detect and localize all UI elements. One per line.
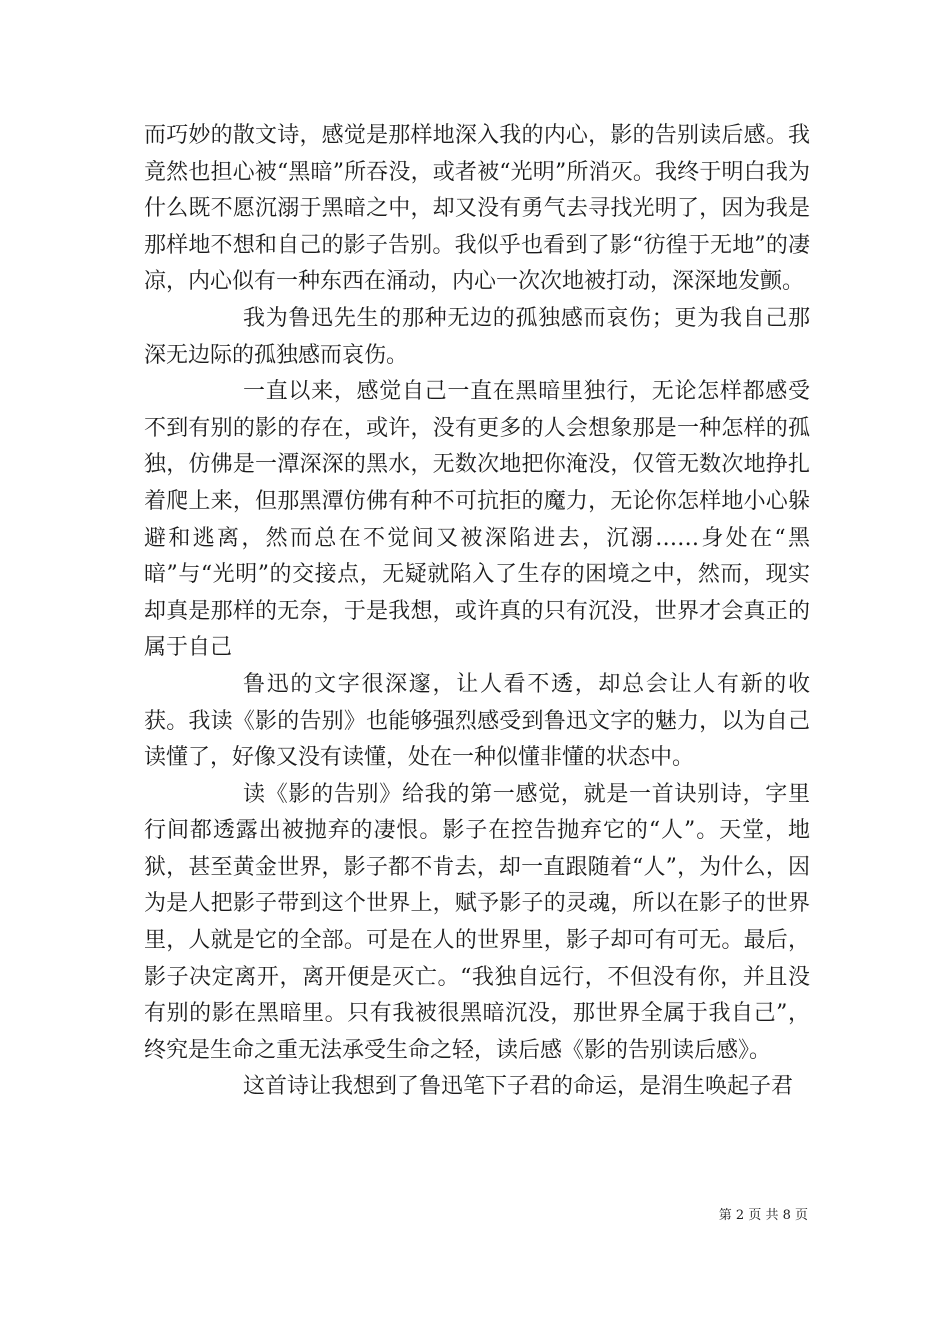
paragraph-2: 我为鲁迅先生的那种无边的孤独感而哀伤；更为我自己那深无边际的孤独感而哀伤。	[144, 305, 810, 368]
paragraph-3: 一直以来，感觉自己一直在黑暗里独行，无论怎样都感受不到有别的影的存在，或许，没有更多的人会想象那是一种怎样的孤独，仿佛是一潭深深的黑水，无数次地把你淹没，仅管无数次地挣扎着爬上来，但那黑潭仿佛有种不可抗拒的魔力，无论你怎样地小心躲避和逃离，然而总在不觉间又被深陷进去，沉溺……身处在“黑暗”与“光明”的交接点，无疑就陷入了生存的困境之中，然而，现实却真是那样的无奈，于是我想，或许真的只有沉没，世界才会真正的属于自己	[144, 379, 810, 661]
paragraph-1: 而巧妙的散文诗，感觉是那样地深入我的内心，影的告别读后感。我竟然也担心被“黑暗”所吞没，或者被“光明”所消灭。我终于明白我为什么既不愿沉溺于黑暗之中，却又没有勇气去寻找光明了，因为我是那样地不想和自己的影子告别。我似乎也看到了影“彷徨于无地”的凄凉，内心似有一种东西在涌动，内心一次次地被打动，深深地发颤。	[144, 123, 810, 295]
paragraph-4: 鲁迅的文字很深邃，让人看不透，却总会让人有新的收获。我读《影的告别》也能够强烈感受到鲁迅文字的魅力，以为自己读懂了，好像又没有读懂，处在一种似懂非懂的状态中。	[144, 671, 810, 771]
page-number-footer: 第 2 页 共 8 页	[718, 1208, 808, 1223]
body-text	[144, 118, 810, 1106]
paragraph-5: 读《影的告别》给我的第一感觉，就是一首诀别诗，字里行间都透露出被抛弃的凄恨。影子在控告抛弃它的“人”。天堂，地狱，甚至黄金世界，影子都不肯去，却一直跟随着“人”，为什么，因为是人把影子带到这个世界上，赋予影子的灵魂，所以在影子的世界里，人就是它的全部。可是在人的世界里，影子却可有可无。最后，影子决定离开，离开便是灭亡。“我独自远行，不但没有你，并且没有别的影在黑暗里。只有我被很黑暗沉没，那世界全属于我自己”，终究是生命之重无法承受生命之轻，读后感《影的告别读后感》。	[144, 781, 810, 1063]
paragraph-6: 这首诗让我想到了鲁迅笔下子君的命运，是涓生唤起子君	[243, 1074, 794, 1100]
